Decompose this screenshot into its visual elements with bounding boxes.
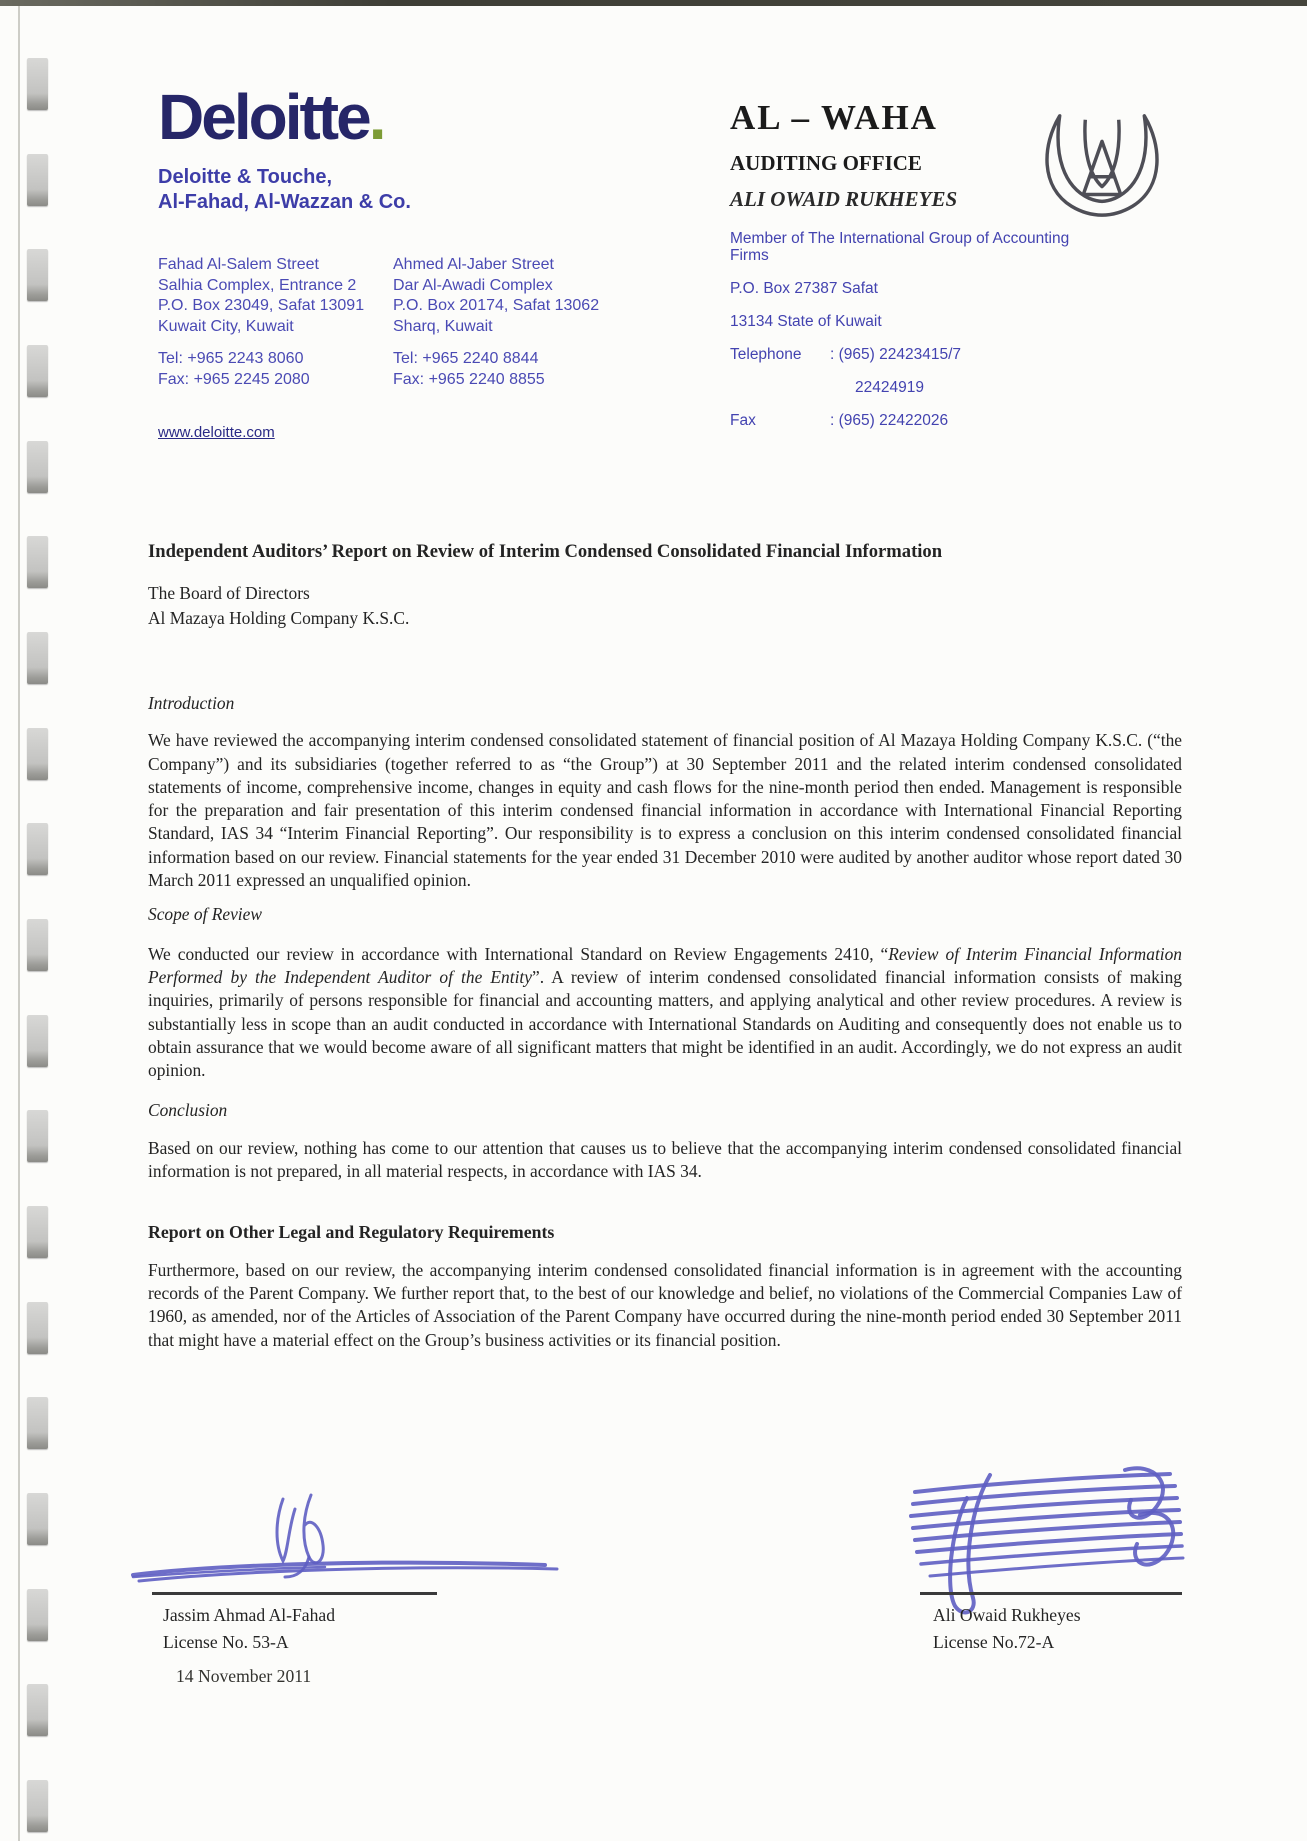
telephone-value-2: 22424919 bbox=[855, 379, 924, 396]
member-text: Member of The International Group of Accounting Firms bbox=[730, 230, 1070, 264]
binding-hole bbox=[27, 728, 48, 780]
office-address-2 bbox=[393, 255, 628, 390]
conclusion-heading: Conclusion bbox=[148, 1100, 228, 1121]
telephone-value: : (965) 22423415/7 bbox=[830, 346, 961, 363]
binding-hole bbox=[27, 536, 48, 588]
office-address-1 bbox=[158, 255, 393, 390]
address-line: Kuwait City, Kuwait bbox=[158, 317, 294, 335]
binding-hole bbox=[27, 1110, 48, 1162]
office-1-phones bbox=[158, 349, 393, 390]
alwaha-details bbox=[730, 230, 1100, 429]
tel-line: Tel: +965 2240 8844 bbox=[393, 350, 539, 367]
signature-left-rule bbox=[152, 1592, 437, 1595]
signature-right-ink bbox=[885, 1460, 1190, 1620]
signature-left-ink bbox=[125, 1485, 565, 1590]
signer-right-name: Ali Owaid Rukheyes bbox=[933, 1605, 1081, 1625]
scope-heading: Scope of Review bbox=[148, 904, 262, 925]
binding-hole bbox=[27, 1684, 48, 1736]
addressee-line1: The Board of Directors bbox=[148, 583, 310, 603]
binding-hole bbox=[27, 345, 48, 397]
alwaha-subtitle: AUDITING OFFICE bbox=[730, 151, 922, 175]
report-title: Independent Auditors’ Report on Review of Interim Condensed Consolidated Financial Information bbox=[148, 541, 943, 562]
binding-hole bbox=[27, 1302, 48, 1354]
address-line: Ahmed Al-Jaber Street bbox=[393, 256, 554, 273]
binding-hole bbox=[27, 1493, 48, 1545]
binding-hole bbox=[27, 154, 48, 206]
scope-text-2: ”. A review of interim condensed consolidated financial information consists of making inquiries, primarily of persons responsible for financial and accounting matters, and applying analytical and other review procedures. A review is substantially less in scope than an audit conducted in accordance with International Standards on Auditing and consequently does not enable us to obtain assurance that we would become aware of all significant matters that might be identified in an audit. Accordingly, we do not express an audit opinion. bbox=[148, 966, 1182, 1081]
scope-text-1: We conducted our review in accordance with International Standard on Review Engagements 2410, “ bbox=[148, 943, 889, 964]
deloitte-logo bbox=[158, 81, 628, 153]
binding-hole bbox=[27, 632, 48, 684]
state-line bbox=[730, 313, 1100, 330]
alwaha-title: AL – WAHA bbox=[730, 98, 938, 137]
state-text: 13134 State of Kuwait bbox=[730, 313, 882, 330]
pobox-line bbox=[730, 280, 1100, 297]
intro-paragraph: We have reviewed the accompanying interim condensed consolidated statement of financial position of Al Mazaya Holding Company K.S.C. (“the Company”) and its subsidiaries (together referred to as “the Group”) at 30 September 2011 and the related interim condensed consolidated statements of income, comprehensive income, changes in equity and cash flows for the nine-month period then ended. Management is responsible for the preparation and fair presentation of this interim condensed financial information in accordance with International Financial Reporting Standard, IAS 34 “Interim Financial Reporting”. Our responsibility is to express a conclusion on this interim condensed consolidated financial information based on our review. Financial statements for the year ended 31 December 2010 were audited by another auditor whose report dated 30 March 2011 expressed an unqualified opinion. bbox=[148, 730, 1182, 891]
binding-hole bbox=[27, 1589, 48, 1641]
address-line: P.O. Box 23049, Safat 13091 bbox=[158, 297, 365, 314]
legal-heading: Report on Other Legal and Regulatory Requirements bbox=[148, 1222, 555, 1243]
telephone-line bbox=[730, 346, 1100, 363]
telephone-label: Telephone bbox=[730, 346, 802, 363]
page-left-edge bbox=[18, 6, 20, 1841]
scope-text-italic: Review of Interim Financial Information Performed by the Independent Auditor of the Entity bbox=[148, 943, 1182, 987]
binding-hole bbox=[27, 823, 48, 875]
signer-right bbox=[933, 1602, 1081, 1656]
address-line: Sharq, Kuwait bbox=[393, 317, 493, 335]
address-line: Dar Al-Awadi Complex bbox=[393, 276, 553, 294]
binding-hole bbox=[27, 1397, 48, 1449]
address-line: Salhia Complex, Entrance 2 bbox=[158, 276, 357, 294]
legal-paragraph: Furthermore, based on our review, the accompanying interim condensed consolidated financial information is in agreement with the accounting records of the Parent Company. We further report that, to the best of our knowledge and belief, no violations of the Commercial Companies Law of 1960, as amended, nor of the Articles of Association of the Parent Company have occurred during the nine-month period ended 30 September 2011 that might have a material effect on the Group’s business activities or its financial position. bbox=[148, 1259, 1182, 1350]
scope-paragraph bbox=[148, 943, 1182, 1083]
fax-line: Fax: +965 2240 8855 bbox=[393, 370, 545, 388]
alwaha-wa-monogram-logo bbox=[1038, 104, 1166, 222]
addressee-line2: Al Mazaya Holding Company K.S.C. bbox=[148, 607, 410, 628]
firm-name-line1: Deloitte & Touche, bbox=[158, 166, 333, 188]
addressee-block bbox=[148, 581, 1182, 630]
binding-hole bbox=[27, 58, 48, 110]
fax-value: : (965) 22422026 bbox=[830, 412, 949, 429]
office-2-phones bbox=[393, 349, 628, 390]
signer-left bbox=[163, 1602, 335, 1656]
binding-hole bbox=[27, 1015, 48, 1067]
report-body bbox=[148, 540, 1182, 1352]
intro-heading: Introduction bbox=[148, 693, 235, 713]
signer-right-license: License No.72-A bbox=[933, 1632, 1055, 1652]
binding-hole bbox=[27, 1206, 48, 1258]
deloitte-letterhead bbox=[158, 81, 628, 441]
signature-right-rule bbox=[920, 1592, 1182, 1595]
alwaha-owner-name: ALI OWAID RUKHEYES bbox=[730, 187, 958, 211]
firm-name-line2: Al-Fahad, Al-Wazzan & Co. bbox=[158, 191, 411, 213]
scan-top-edge bbox=[0, 0, 1307, 6]
address-line: P.O. Box 20174, Safat 13062 bbox=[393, 297, 600, 314]
binding-hole bbox=[27, 441, 48, 493]
fax-label: Fax bbox=[730, 412, 756, 429]
signer-left-license: License No. 53-A bbox=[163, 1632, 289, 1652]
binding-hole bbox=[27, 249, 48, 301]
telephone-line-2 bbox=[730, 379, 1100, 396]
office-addresses bbox=[158, 255, 628, 390]
report-date: 14 November 2011 bbox=[176, 1666, 312, 1686]
member-line bbox=[730, 230, 1100, 264]
conclusion-paragraph: Based on our review, nothing has come to our attention that causes us to believe that the accompanying interim condensed consolidated financial information is not prepared, in all material respects, in accordance with IAS 34. bbox=[148, 1137, 1182, 1182]
fax-line: Fax: +965 2245 2080 bbox=[158, 370, 310, 388]
deloitte-logo-text: Deloitte bbox=[158, 81, 369, 153]
deloitte-logo-dot: . bbox=[368, 81, 387, 153]
pobox-text: P.O. Box 27387 Safat bbox=[730, 280, 878, 297]
binding-hole bbox=[27, 1780, 48, 1832]
website-url: www.deloitte.com bbox=[158, 424, 275, 441]
address-line: Fahad Al-Salem Street bbox=[158, 256, 319, 273]
signer-left-name: Jassim Ahmad Al-Fahad bbox=[163, 1605, 336, 1625]
binding-hole bbox=[27, 919, 48, 971]
fax-line bbox=[730, 412, 1100, 429]
tel-line: Tel: +965 2243 8060 bbox=[158, 350, 304, 367]
firm-name bbox=[158, 165, 628, 215]
